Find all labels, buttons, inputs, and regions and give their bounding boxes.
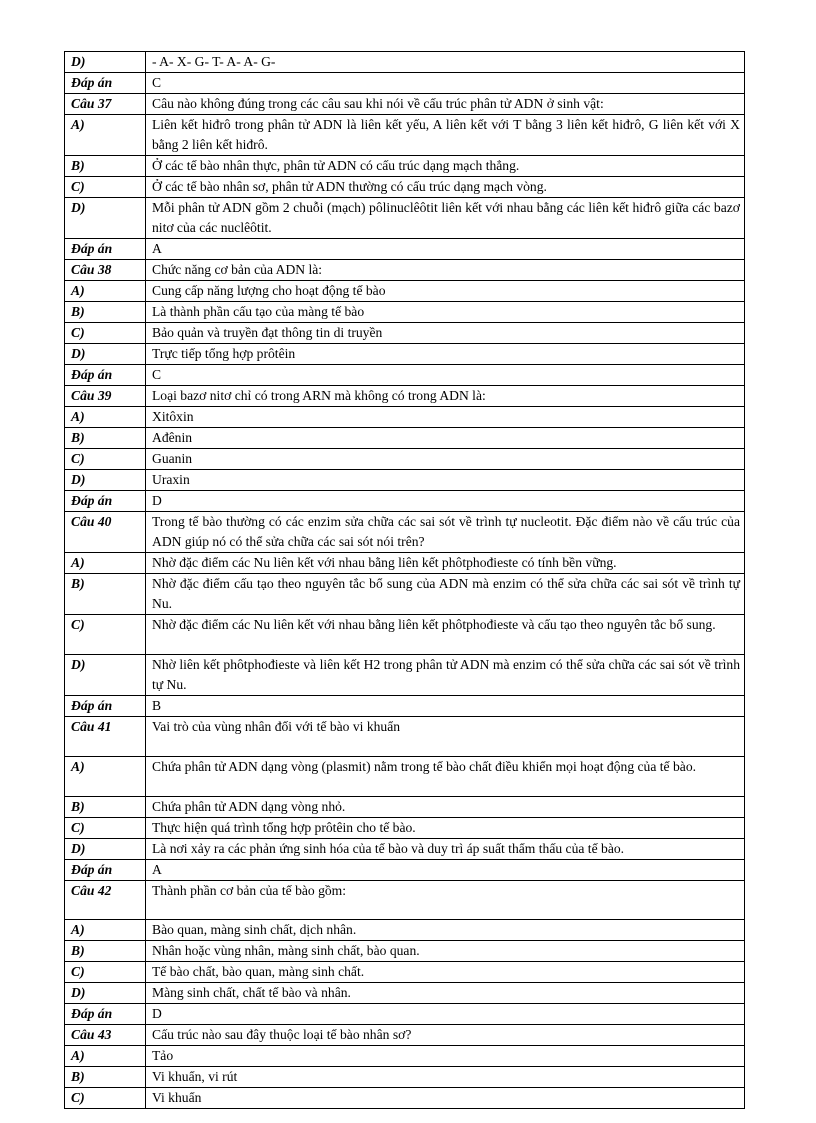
row-label: C) [65,1088,146,1109]
row-label: C) [65,323,146,344]
table-row [65,198,745,239]
table-row [65,156,745,177]
row-text: Ađênin [146,428,745,449]
row-label: Đáp án [65,491,146,512]
table-row [65,344,745,365]
table-row [65,655,745,696]
row-text: Vi khuẩn [146,1088,745,1109]
row-label: B) [65,302,146,323]
row-text: Nhờ đặc điểm các Nu liên kết với nhau bằng liên kết phôtphođieste và cấu tạo theo nguyên tắc bổ sung. [146,615,745,655]
row-text: Chứa phân tử ADN dạng vòng nhỏ. [146,797,745,818]
row-label: A) [65,757,146,797]
table-row [65,860,745,881]
table-row [65,696,745,717]
row-text: D [146,1004,745,1025]
table-row [65,1046,745,1067]
row-text: D [146,491,745,512]
row-text: Cấu trúc nào sau đây thuộc loại tế bào nhân sơ? [146,1025,745,1046]
row-label: D) [65,344,146,365]
table-row [65,1088,745,1109]
table-row [65,1004,745,1025]
row-label: A) [65,115,146,156]
row-label: B) [65,156,146,177]
row-text: Ở các tế bào nhân sơ, phân tử ADN thường có cấu trúc dạng mạch vòng. [146,177,745,198]
row-label: Đáp án [65,860,146,881]
row-label: A) [65,407,146,428]
table-row [65,491,745,512]
table-row [65,941,745,962]
row-text: Tế bào chất, bào quan, màng sinh chất. [146,962,745,983]
row-text: Chứa phân tử ADN dạng vòng (plasmit) nằm trong tế bào chất điều khiển mọi hoạt động của tế bào. [146,757,745,797]
row-label: B) [65,1067,146,1088]
table-row [65,839,745,860]
row-label: Đáp án [65,365,146,386]
row-label: B) [65,574,146,615]
table-row [65,920,745,941]
table-row [65,365,745,386]
row-label: C) [65,818,146,839]
row-label: B) [65,428,146,449]
table-row [65,428,745,449]
row-label: Câu 40 [65,512,146,553]
row-text: Uraxin [146,470,745,491]
row-label: A) [65,281,146,302]
table-row [65,470,745,491]
question-table [64,51,745,1109]
table-row [65,323,745,344]
table-row [65,281,745,302]
row-label: C) [65,962,146,983]
row-label: A) [65,553,146,574]
table-row [65,1025,745,1046]
row-text: Guanin [146,449,745,470]
row-text: Tảo [146,1046,745,1067]
row-label: Câu 37 [65,94,146,115]
table-row [65,407,745,428]
row-label: B) [65,797,146,818]
row-text: Xitôxin [146,407,745,428]
row-label: Câu 42 [65,881,146,920]
row-text: Chức năng cơ bản của ADN là: [146,260,745,281]
row-text: - A- X- G- T- A- A- G- [146,52,745,73]
row-text: Vi khuẩn, vi rút [146,1067,745,1088]
row-label: Câu 41 [65,717,146,757]
row-text: Trong tế bào thường có các enzim sửa chữa các sai sót về trình tự nucleotit. Đặc điểm nào về cấu trúc của ADN giúp nó có thể sửa chữa các sai sót nói trên? [146,512,745,553]
table-row [65,94,745,115]
table-row [65,302,745,323]
row-text: Màng sinh chất, chất tế bào và nhân. [146,983,745,1004]
row-text: B [146,696,745,717]
row-label: Đáp án [65,73,146,94]
table-row [65,73,745,94]
row-label: D) [65,655,146,696]
row-text: Câu nào không đúng trong các câu sau khi nói về cấu trúc phân tử ADN ở sinh vật: [146,94,745,115]
row-label: C) [65,449,146,470]
row-label: Đáp án [65,696,146,717]
table-row [65,115,745,156]
table-row [65,512,745,553]
row-text: Cung cấp năng lượng cho hoạt động tế bào [146,281,745,302]
table-row [65,260,745,281]
table-row [65,818,745,839]
row-label: Đáp án [65,239,146,260]
row-text: A [146,860,745,881]
table-row [65,177,745,198]
row-text: Nhân hoặc vùng nhân, màng sinh chất, bào quan. [146,941,745,962]
table-row [65,717,745,757]
table-row [65,449,745,470]
row-text: Bảo quản và truyền đạt thông tin di truyền [146,323,745,344]
table-row [65,52,745,73]
row-text: Nhờ liên kết phôtphođieste và liên kết H2 trong phân tử ADN mà enzim có thể sửa chữa các sai sót về trình tự Nu. [146,655,745,696]
row-text: C [146,365,745,386]
row-label: D) [65,839,146,860]
row-label: Câu 39 [65,386,146,407]
row-label: D) [65,983,146,1004]
row-text: Thực hiện quá trình tổng hợp prôtêin cho tế bào. [146,818,745,839]
row-text: Ở các tế bào nhân thực, phân tử ADN có cấu trúc dạng mạch thẳng. [146,156,745,177]
table-row [65,983,745,1004]
row-label: Câu 38 [65,260,146,281]
row-label: D) [65,470,146,491]
row-label: Đáp án [65,1004,146,1025]
row-text: Thành phần cơ bản của tế bào gồm: [146,881,745,920]
row-text: Mỗi phân tử ADN gồm 2 chuỗi (mạch) pôlinuclêôtit liên kết với nhau bằng các liên kết hiđrô giữa các bazơ nitơ của các nuclêôtit. [146,198,745,239]
table-row [65,615,745,655]
table-row [65,757,745,797]
row-label: B) [65,941,146,962]
row-text: Là thành phần cấu tạo của màng tế bào [146,302,745,323]
row-text: Nhờ đặc điểm các Nu liên kết với nhau bằng liên kết phôtphođieste có tính bền vững. [146,553,745,574]
row-text: C [146,73,745,94]
table-row [65,553,745,574]
row-label: A) [65,920,146,941]
row-label: C) [65,615,146,655]
table-row [65,962,745,983]
row-text: Loại bazơ nitơ chỉ có trong ARN mà không có trong ADN là: [146,386,745,407]
table-row [65,881,745,920]
row-label: Câu 43 [65,1025,146,1046]
row-text: Vai trò của vùng nhân đối với tế bào vi khuẩn [146,717,745,757]
table-row [65,1067,745,1088]
row-text: Nhờ đặc điểm cấu tạo theo nguyên tắc bổ sung của ADN mà enzim có thể sửa chữa các sai sót về trình tự Nu. [146,574,745,615]
table-row [65,574,745,615]
row-label: A) [65,1046,146,1067]
row-text: A [146,239,745,260]
row-label: D) [65,198,146,239]
row-text: Liên kết hiđrô trong phân tử ADN là liên kết yếu, A liên kết với T bằng 3 liên kết hiđrô, G liên kết với X bằng 2 liên kết hiđrô. [146,115,745,156]
row-label: C) [65,177,146,198]
row-label: D) [65,52,146,73]
table-row [65,386,745,407]
row-text: Trực tiếp tổng hợp prôtêin [146,344,745,365]
row-text: Bào quan, màng sinh chất, dịch nhân. [146,920,745,941]
table-row [65,239,745,260]
row-text: Là nơi xảy ra các phản ứng sinh hóa của tế bào và duy trì áp suất thẩm thấu của tế bào. [146,839,745,860]
table-row [65,797,745,818]
